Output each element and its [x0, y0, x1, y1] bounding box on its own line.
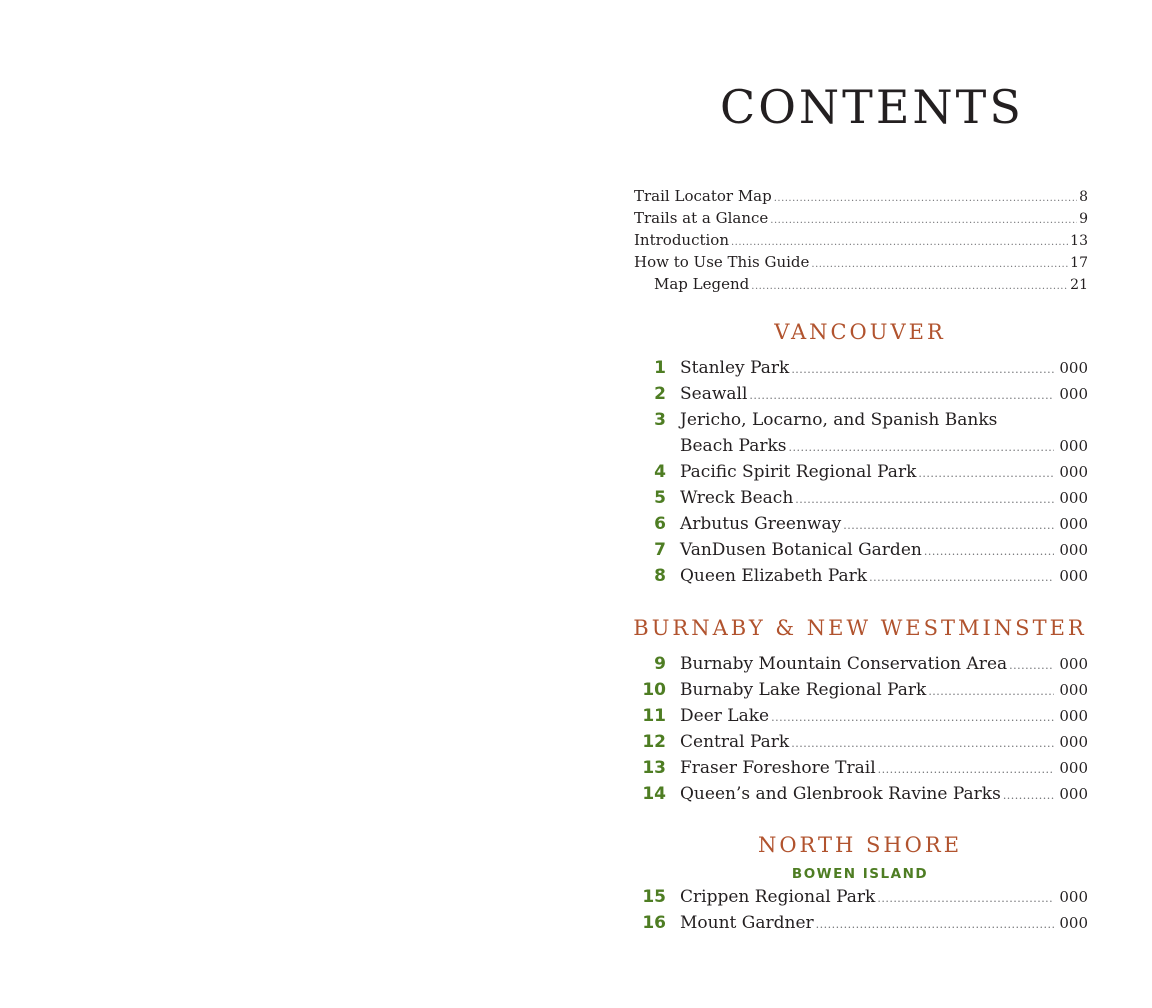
trail-row[interactable]	[632, 540, 1088, 566]
dot-leader	[731, 237, 1068, 248]
dot-leader	[928, 685, 1054, 698]
dot-leader	[843, 519, 1054, 532]
dot-leader	[816, 918, 1054, 931]
trail-row[interactable]	[632, 758, 1088, 784]
trail-row[interactable]	[632, 488, 1088, 514]
dot-leader	[749, 389, 1054, 402]
front-matter-list	[634, 187, 1088, 297]
trail-row[interactable]	[632, 514, 1088, 540]
front-matter-item[interactable]	[634, 253, 1088, 275]
trail-row[interactable]	[632, 887, 1088, 913]
trail-number: 9	[654, 654, 666, 674]
front-matter-item[interactable]	[634, 275, 1088, 297]
trail-name: Queen Elizabeth Park	[680, 566, 868, 586]
trail-page: 000	[1059, 888, 1088, 906]
trail-page: 000	[1059, 385, 1088, 403]
trail-number: 7	[654, 540, 666, 560]
trail-list-north-shore	[632, 887, 1088, 939]
section-heading-burnaby: BURNABY & NEW WESTMINSTER	[633, 616, 1087, 640]
dot-leader	[918, 467, 1054, 480]
trail-name: Wreck Beach	[680, 488, 794, 508]
trail-page: 000	[1059, 914, 1088, 932]
trail-number: 13	[642, 758, 666, 778]
trail-number: 4	[654, 462, 666, 482]
trail-number: 11	[642, 706, 666, 726]
front-matter-page: 13	[1070, 233, 1088, 249]
trail-list-burnaby	[632, 654, 1088, 810]
trail-page: 000	[1059, 785, 1088, 803]
dot-leader	[1009, 659, 1054, 672]
trail-number: 16	[642, 913, 666, 933]
front-matter-page: 8	[1079, 189, 1088, 205]
trail-row[interactable]	[632, 462, 1088, 488]
trail-name: Central Park	[680, 732, 790, 752]
dot-leader	[811, 259, 1068, 270]
dot-leader	[791, 737, 1054, 750]
front-matter-label: Trails at a Glance	[634, 209, 769, 227]
trail-name: Burnaby Lake Regional Park	[680, 680, 927, 700]
trail-row[interactable]	[632, 654, 1088, 680]
front-matter-item[interactable]	[634, 187, 1088, 209]
trail-number: 1	[654, 358, 666, 378]
trail-page: 000	[1059, 489, 1088, 507]
trail-row[interactable]	[632, 384, 1088, 410]
front-matter-label: How to Use This Guide	[634, 253, 810, 271]
trail-name: Fraser Foreshore Trail	[680, 758, 876, 778]
trail-page: 000	[1059, 655, 1088, 673]
trail-number: 12	[642, 732, 666, 752]
dot-leader	[770, 215, 1077, 226]
dot-leader	[795, 493, 1054, 506]
trail-page: 000	[1059, 437, 1088, 455]
front-matter-label: Map Legend	[654, 275, 750, 293]
page-title: CONTENTS	[720, 80, 1024, 134]
front-matter-page: 9	[1079, 211, 1088, 227]
trail-name: Deer Lake	[680, 706, 770, 726]
dot-leader	[791, 363, 1054, 376]
trail-name: Queen’s and Glenbrook Ravine Parks	[680, 784, 1001, 804]
trail-page: 000	[1059, 759, 1088, 777]
trail-row[interactable]	[632, 732, 1088, 758]
trail-name: Arbutus Greenway	[680, 514, 842, 534]
trail-number: 3	[654, 410, 666, 430]
front-matter-item[interactable]	[634, 209, 1088, 231]
trail-number: 10	[642, 680, 666, 700]
dot-leader	[1003, 789, 1054, 802]
trail-name: Crippen Regional Park	[680, 887, 876, 907]
trail-page: 000	[1059, 541, 1088, 559]
subsection-heading-bowen-island: BOWEN ISLAND	[791, 866, 929, 882]
front-matter-label: Introduction	[634, 231, 729, 249]
trail-name: Burnaby Mountain Conservation Area	[680, 654, 1008, 674]
trail-name: Beach Parks	[680, 436, 787, 456]
dot-leader	[924, 545, 1054, 558]
dot-leader	[751, 281, 1068, 292]
dot-leader	[878, 763, 1054, 776]
dot-leader	[877, 892, 1054, 905]
trail-row[interactable]	[632, 410, 1088, 436]
trail-page: 000	[1059, 463, 1088, 481]
trail-row[interactable]	[632, 784, 1088, 810]
section-heading-vancouver: VANCOUVER	[774, 320, 946, 344]
trail-page: 000	[1059, 733, 1088, 751]
trail-list-vancouver	[632, 358, 1088, 592]
trail-number: 15	[642, 887, 666, 907]
trail-number: 5	[654, 488, 666, 508]
dot-leader	[774, 193, 1077, 204]
front-matter-page: 17	[1070, 255, 1088, 271]
dot-leader	[789, 441, 1054, 454]
trail-page: 000	[1059, 359, 1088, 377]
trail-number: 8	[654, 566, 666, 586]
trail-page: 000	[1059, 707, 1088, 725]
trail-row[interactable]	[632, 680, 1088, 706]
front-matter-item[interactable]	[634, 231, 1088, 253]
front-matter-page: 21	[1070, 277, 1088, 293]
trail-number: 2	[654, 384, 666, 404]
trail-number: 14	[642, 784, 666, 804]
trail-row[interactable]	[632, 706, 1088, 732]
dot-leader	[869, 571, 1054, 584]
trail-name: VanDusen Botanical Garden	[680, 540, 922, 560]
contents-page	[632, 0, 1088, 1008]
trail-page: 000	[1059, 515, 1088, 533]
trail-page: 000	[1059, 567, 1088, 585]
section-heading-north-shore: NORTH SHORE	[757, 833, 963, 857]
trail-row[interactable]	[632, 913, 1088, 939]
trail-number: 6	[654, 514, 666, 534]
trail-name: Seawall	[680, 384, 748, 404]
trail-name: Pacific Spirit Regional Park	[680, 462, 917, 482]
trail-name: Stanley Park	[680, 358, 790, 378]
trail-row[interactable]	[632, 566, 1088, 592]
front-matter-label: Trail Locator Map	[634, 187, 772, 205]
dot-leader	[771, 711, 1054, 724]
trail-row-continued[interactable]	[632, 436, 1088, 462]
trail-row[interactable]	[632, 358, 1088, 384]
trail-page: 000	[1059, 681, 1088, 699]
trail-name: Jericho, Locarno, and Spanish Banks	[680, 410, 998, 430]
trail-name: Mount Gardner	[680, 913, 814, 933]
